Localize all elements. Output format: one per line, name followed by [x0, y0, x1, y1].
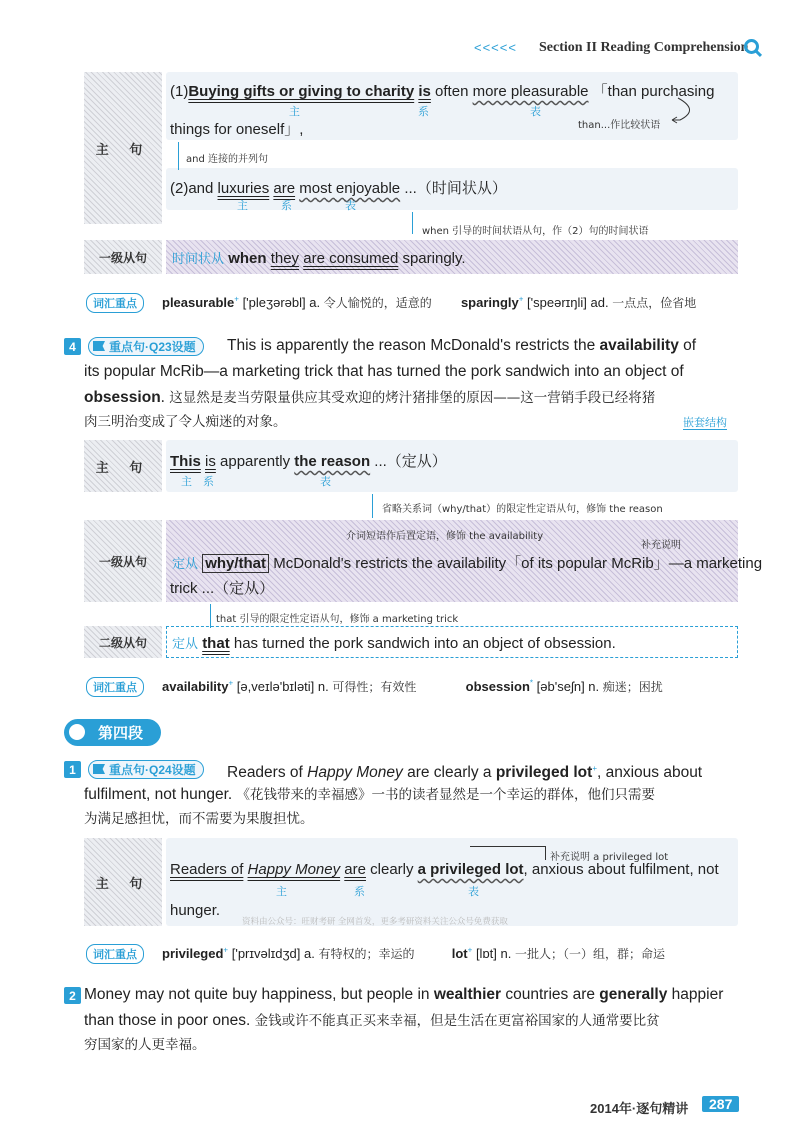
role-subject: 主: [289, 105, 300, 118]
subject: luxuries: [217, 180, 270, 197]
verb: is: [205, 453, 216, 470]
vocab-word: sparingly: [460, 295, 519, 310]
key-sentence-tag: 重点句·Q24设题: [88, 760, 204, 779]
vocab-word: privileged: [162, 946, 224, 961]
section-heading: 第四段: [64, 719, 161, 746]
meaning: 可得性；有效性: [332, 680, 417, 694]
book-title: Happy Money: [247, 861, 341, 878]
keyword: generally: [599, 986, 668, 1003]
verb: are: [344, 861, 366, 878]
vocab-tag: 词汇重点: [86, 293, 144, 313]
footer-text: 2014年·逐句精讲: [590, 1101, 689, 1116]
phonetic: [lɒt] n.: [475, 946, 512, 961]
para1-line3: [84, 806, 314, 832]
note-than: than...作比较状语: [578, 120, 661, 131]
keyword: wealthier: [433, 986, 502, 1003]
predicative: the reason: [294, 453, 371, 470]
sentence-number: 2: [64, 987, 81, 1004]
role-predicative: 表: [468, 885, 479, 898]
predicative: a privileged lot: [417, 861, 524, 878]
text: of: [683, 337, 697, 354]
keyword: obsession: [84, 389, 161, 406]
translation: 为满足感担忧，而不需要为果腹担忧。: [84, 811, 314, 827]
note-that: that 引导的限定性定语从句，修饰 a marketing trick: [216, 614, 459, 625]
nested-structure-tag: 嵌套结构: [683, 416, 727, 429]
phonetic: [əb'seʃn] n.: [536, 679, 600, 694]
clause-text: has turned the pork sandwich into an object of obsession.: [233, 635, 616, 652]
translation: 《花钱带来的幸福感》一书的读者显然是一个幸运的群体，他们只需要: [236, 787, 656, 803]
note-supplement: 补充说明 a privileged lot: [550, 852, 669, 863]
adverb: often: [435, 83, 469, 100]
meaning: 有特权的；幸运的: [318, 947, 415, 961]
note-and: and 连接的并列句: [186, 154, 268, 165]
key-sentence-tag: 重点句·Q23设题: [88, 337, 204, 356]
watermark: 资料由公众号：旺财考研 全网首发，更多考研资料关注公众号免费获取: [242, 916, 508, 926]
sub-clause-2-label: 二级从句: [98, 635, 147, 650]
verb: are consumed: [303, 250, 399, 267]
note-prep: 介词短语作后置定语，修饰 the availability: [346, 531, 544, 542]
clause-tag: 定从: [172, 556, 199, 571]
connector-line: [210, 604, 211, 628]
adverb: apparently: [220, 453, 291, 470]
para1-line1: Readers of Happy Money are clearly a privileged lot+, anxious about: [227, 764, 703, 782]
main-clause-label: 主 句: [95, 142, 151, 158]
vocab-line: privileged+ ['prɪvəlɪdʒd] a. 有特权的；幸运的 lot+ [lɒt] n. 一批人；（一）组，群；命运: [162, 945, 665, 961]
text: than those in poor ones.: [84, 1012, 251, 1029]
book-title: Happy Money: [307, 764, 403, 782]
sentence-number: 4: [64, 338, 81, 355]
clause-number: (2)and: [170, 180, 214, 197]
text: This is apparently the reason McDonald's restricts the: [227, 337, 596, 354]
translation: 金钱或许不能真正买来幸福，但是生活在更富裕国家的人通常要比贫: [254, 1013, 660, 1029]
predicative: most enjoyable: [299, 180, 401, 197]
sentence-number: 1: [64, 761, 81, 778]
subject: This: [170, 453, 201, 470]
adverb: clearly: [370, 861, 414, 878]
verb: is: [418, 83, 431, 100]
connector-line: [545, 846, 546, 860]
keyword: availability: [599, 337, 679, 354]
clause-note: ...（定从）: [374, 453, 447, 470]
translation: . 这显然是麦当劳限量供应其受欢迎的烤汁猪排堡的原因——这一营销手段已经将猪: [160, 390, 656, 406]
para1-line2: [84, 782, 655, 808]
vocab-tag: 词汇重点: [86, 944, 144, 964]
text: , anxious about: [596, 764, 703, 782]
relative-word: why/that: [202, 554, 269, 573]
text: countries are: [505, 986, 595, 1003]
subject: Readers of: [170, 861, 244, 878]
meaning: 一点点，俭省地: [612, 296, 697, 310]
para4-line1: [227, 333, 696, 359]
vocab-word: pleasurable: [162, 295, 235, 310]
sub-clause-label: 一级从句: [98, 554, 147, 569]
role-predicative: 表: [530, 105, 541, 118]
role-predicative: 表: [320, 475, 331, 488]
block1-line3: [170, 177, 507, 198]
block1-line2: things for oneself」,: [170, 121, 304, 138]
vocab-line: availability+ [ə,veɪlə'bɪləti] n. 可得性；有效性 obsession* [əb'seʃn] n. 痴迷；困扰: [162, 678, 663, 694]
vocab-line: pleasurable+ ['pleʒərəbl] a. 令人愉悦的，适意的 sparingly+ ['speərɪŋli] ad. 一点点，俭省地: [162, 294, 697, 310]
page-number: 287: [702, 1096, 739, 1112]
meaning: 痴迷；困扰: [602, 680, 663, 694]
sub-clause-text-2: trick ...（定从）: [170, 580, 275, 597]
phonetic: [ə,veɪlə'bɪləti] n.: [236, 679, 329, 694]
text: are clearly a: [407, 764, 492, 782]
subject: they: [270, 250, 300, 267]
adverb: sparingly.: [402, 250, 466, 267]
para2-line3: [84, 1032, 206, 1058]
vocab-word: obsession: [465, 679, 530, 694]
note-supplement: 补充说明: [641, 540, 681, 551]
connector-line: [470, 846, 546, 847]
keyword: privileged: [495, 764, 570, 782]
text: , anxious about fulfilment, not: [523, 861, 719, 878]
keyword: lot: [573, 764, 593, 782]
sub-clause-label: 一级从句: [98, 250, 147, 265]
connector-line: [178, 142, 179, 170]
note-omit: 省略关系词（why/that）的限定性定语从句，修饰 the reason: [382, 504, 663, 515]
conjunction: when: [228, 250, 267, 267]
subject: Buying gifts or giving to charity: [188, 83, 415, 100]
block1-line1: [170, 80, 714, 101]
role-subject: 主: [181, 475, 192, 488]
role-verb: 系: [418, 105, 429, 118]
vocab-word: lot: [451, 946, 468, 961]
connector-line: [372, 494, 373, 518]
sub-clause-text: [172, 248, 466, 267]
role-verb: 系: [203, 475, 214, 488]
magnifier-icon: [66, 721, 88, 743]
role-verb: 系: [281, 199, 292, 212]
text: fulfilment, not hunger.: [84, 786, 233, 803]
para2-line1: [84, 982, 723, 1008]
text: Readers of: [227, 764, 303, 782]
translation: 穷国家的人更幸福。: [84, 1037, 206, 1053]
vocab-tag: 词汇重点: [86, 677, 144, 697]
role-subject: 主: [237, 199, 248, 212]
than-phrase: 「than purchasing: [592, 83, 715, 100]
predicative: more pleasurable: [472, 83, 589, 100]
main-clause-label: 主 句: [95, 460, 151, 476]
header-arrows: <<<<<: [474, 40, 517, 55]
text: Money may not quite buy happiness, but people in: [84, 986, 430, 1003]
clause-tag: 时间状从: [172, 251, 225, 266]
note-when: when 引导的时间状语从句，作（2）句的时间状语: [422, 226, 649, 237]
para2-line2: [84, 1008, 660, 1034]
para4-line2: its popular McRib—a marketing trick that has turned the pork sandwich into an object of: [84, 363, 684, 380]
block3-line1: [170, 861, 719, 878]
block2-main-text: [170, 450, 447, 471]
relative-word: that: [202, 635, 230, 652]
search-icon: [744, 39, 759, 54]
header-title: Section II Reading Comprehension: [539, 40, 749, 55]
sub-clause-2-text: [172, 633, 616, 652]
text: happier: [671, 986, 724, 1003]
clause-text: McDonald's restricts the availability「of its popular McRib」—a marketing: [273, 555, 763, 572]
para4-line3: [84, 385, 655, 411]
role-verb: 系: [354, 885, 365, 898]
verb: are: [273, 180, 296, 197]
clause-tag: 定从: [172, 636, 199, 651]
clause-note: ...（时间状从）: [404, 180, 507, 197]
meaning: 一批人；（一）组，群；命运: [514, 947, 665, 961]
connector-line: [412, 212, 413, 234]
role-predicative: 表: [345, 199, 356, 212]
meaning: 令人愉悦的，适意的: [323, 296, 432, 310]
clause-number: (1): [170, 83, 189, 100]
sub-clause-text: [172, 552, 762, 573]
translation: 肉三明治变成了令人痴迷的对象。: [84, 414, 287, 430]
para4-line4: [84, 409, 287, 435]
phonetic: ['prɪvəlɪdʒd] a.: [231, 946, 315, 961]
curve-arrow-icon: [660, 96, 700, 124]
main-clause-label: 主 句: [95, 876, 151, 892]
block3-line2: hunger.: [170, 902, 221, 919]
vocab-word: availability: [162, 679, 229, 694]
phonetic: ['pleʒərəbl] a.: [242, 295, 321, 310]
phonetic: ['speərɪŋli] ad.: [527, 295, 609, 310]
role-subject: 主: [276, 885, 287, 898]
